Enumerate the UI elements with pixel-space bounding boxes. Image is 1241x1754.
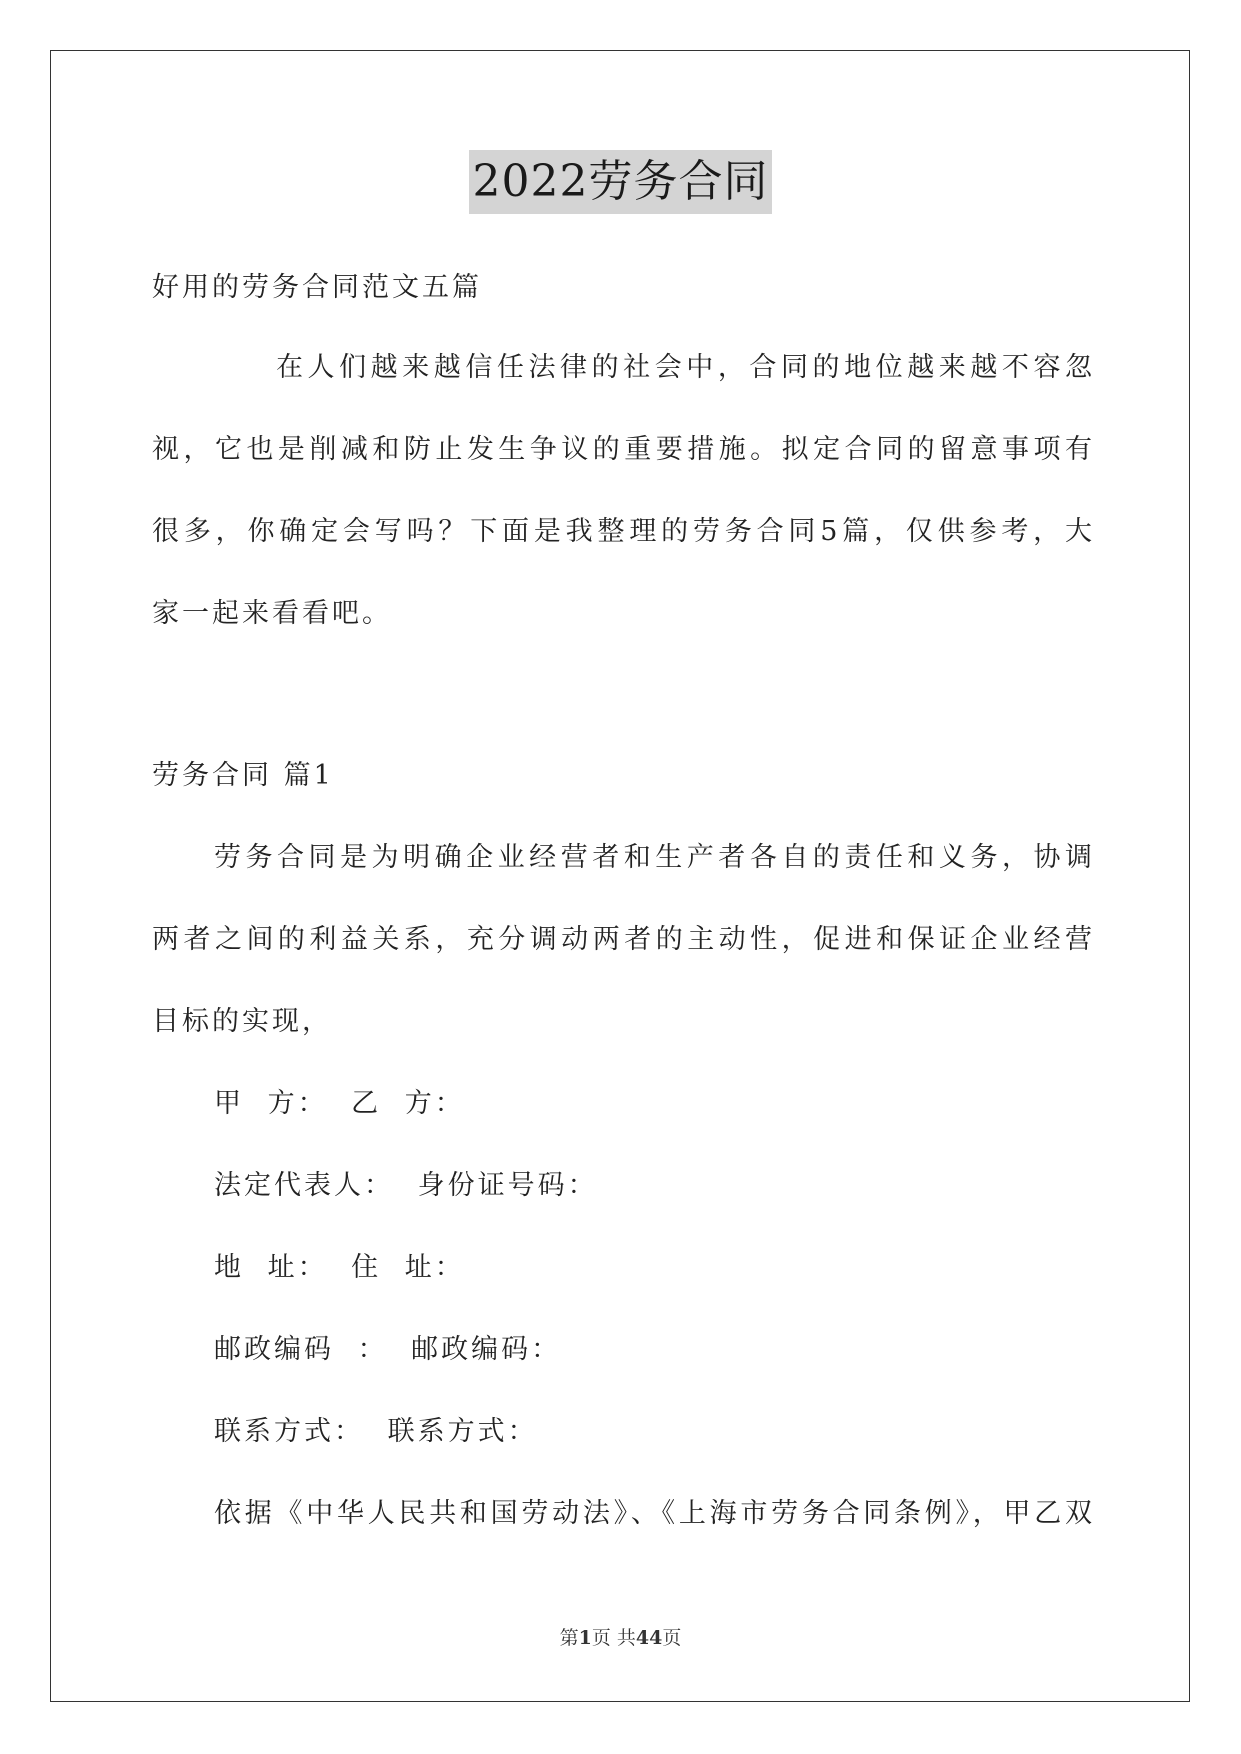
field-postal-code: 邮政编码 ： 邮政编码：: [214, 1334, 562, 1365]
footer-suffix: 页: [662, 1627, 682, 1649]
body-line-1: 劳务合同是为明确企业经营者和生产者各自的责任和义务，协调: [214, 842, 1092, 873]
footer-prefix: 第: [559, 1627, 579, 1649]
intro-line-4: 家一起来看看吧。: [152, 598, 392, 629]
intro-line-2: 视，它也是削减和防止发生争议的重要措施。拟定合同的留意事项有: [152, 434, 1092, 465]
page-footer: [0, 1626, 1241, 1650]
field-party-a-b: 甲 方： 乙 方：: [214, 1088, 465, 1119]
footer-page-number: 1: [578, 1627, 592, 1649]
footer-total-pages: 44: [635, 1627, 663, 1649]
intro-line-3: 很多，你确定会写吗？下面是我整理的劳务合同5篇，仅供参考，大: [152, 516, 1092, 547]
field-contact: 联系方式： 联系方式：: [214, 1416, 538, 1447]
body-last-line: 依据《中华人民共和国劳动法》、《上海市劳务合同条例》，甲乙双: [214, 1498, 1092, 1529]
subtitle: 好用的劳务合同范文五篇: [152, 272, 482, 303]
body-line-2: 两者之间的利益关系，充分调动两者的主动性，促进和保证企业经营: [152, 924, 1092, 955]
body-line-3: 目标的实现，: [152, 1006, 332, 1037]
title-wrap: [0, 150, 1241, 214]
field-address: 地 址： 住 址：: [214, 1252, 465, 1283]
field-legal-rep-id: 法定代表人： 身份证号码：: [214, 1170, 598, 1201]
footer-mid: 页 共: [591, 1627, 636, 1649]
intro-line-1: 在人们越来越信任法律的社会中，合同的地位越来越不容忽: [276, 352, 1092, 383]
section-heading: 劳务合同 篇1: [152, 760, 334, 791]
document-title: 2022劳务合同: [469, 150, 773, 214]
